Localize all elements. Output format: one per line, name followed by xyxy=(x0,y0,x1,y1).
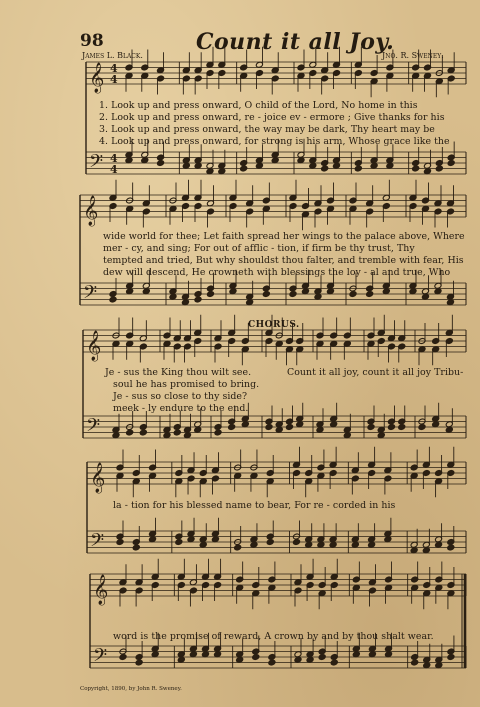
note-head xyxy=(367,424,375,431)
verse-1-line-3: Je - sus the King thou wilt see. xyxy=(105,367,252,378)
bass-clef: 𝄢 xyxy=(83,282,98,308)
note-head xyxy=(447,544,455,551)
bass-clef: 𝄢 xyxy=(93,645,108,671)
page-number: 98 xyxy=(80,31,104,51)
note-head xyxy=(293,539,301,546)
note-head xyxy=(116,539,124,546)
treble-clef: 𝄞 xyxy=(83,196,99,226)
note-head xyxy=(175,539,183,546)
note-head xyxy=(265,424,273,431)
time-signature: 4 xyxy=(110,73,118,86)
note-head xyxy=(132,544,140,551)
note-head xyxy=(411,659,419,666)
note-head xyxy=(330,659,338,666)
verse-2-line-3: soul he has promised to bring. xyxy=(113,379,260,390)
note-head xyxy=(126,429,134,436)
note-head xyxy=(398,424,406,431)
note-head xyxy=(435,165,443,172)
note-head xyxy=(139,429,147,436)
time-signature: 4 xyxy=(110,62,118,75)
note-head xyxy=(268,659,276,666)
note-head xyxy=(262,291,270,298)
treble-clef: 𝄞 xyxy=(89,63,105,93)
chorus-label: CHORUS. xyxy=(248,320,300,330)
verse-3-line-3: Je - sus so close to thy side? xyxy=(113,391,248,402)
verse-3-line-1: 3. Look up and press onward, the way may be dark, Thy heart may be xyxy=(99,124,435,135)
note-head xyxy=(252,654,260,661)
chorus-line-3: word is the promise of reward, A crown by and by thou shalt wear. xyxy=(113,631,434,642)
note-head xyxy=(321,165,329,172)
note-head xyxy=(447,160,455,167)
note-head xyxy=(418,424,426,431)
note-head xyxy=(119,654,127,661)
treble-clef: 𝄞 xyxy=(86,331,102,361)
verse-1-line-1: 1. Look up and press onward, O child of the Lord, No home in this xyxy=(99,100,418,111)
treble-clef: 𝄞 xyxy=(90,463,106,493)
note-head xyxy=(194,296,202,303)
note-head xyxy=(214,429,222,436)
note-head xyxy=(349,291,357,298)
note-head xyxy=(234,544,242,551)
note-head xyxy=(135,659,143,666)
verse-4-line-3: meek - ly endure to the end. xyxy=(113,403,249,414)
verse-2-line-2: mer - cy, and sing; For out of afflic - tion, if firm be thy trust, Thy xyxy=(103,243,415,254)
verse-2-line-1: 2. Look up and press onward, re - joice ev - ermore ; Give thanks for his xyxy=(99,112,445,123)
verse-3-line-2: tempted and tried, But why shouldst thou falter, and tremble with fear, His xyxy=(103,255,464,266)
bass-clef: 𝄢 xyxy=(90,530,105,556)
note-head xyxy=(412,165,420,172)
chorus-line-2: la - tion for his blessed name to bear, For re - corded in his xyxy=(113,500,396,511)
note-head xyxy=(157,160,165,167)
note-head xyxy=(318,654,326,661)
bass-clef: 𝄢 xyxy=(89,151,104,177)
verse-4-line-2: dew will descend, He crowneth with blessings the loy - al and true, Who xyxy=(103,267,451,278)
note-head xyxy=(173,429,181,436)
note-head xyxy=(447,654,455,661)
copyright-notice: Copyright, 1890, by John R. Sweney. xyxy=(80,686,182,692)
note-head xyxy=(207,291,215,298)
note-head xyxy=(109,296,117,303)
time-signature: 4 xyxy=(110,152,118,165)
composer-credit: Jno. R. Sweney. xyxy=(382,51,444,60)
bass-clef: 𝄢 xyxy=(86,415,101,441)
note-head xyxy=(240,165,248,172)
lyricist-credit: James L. Black. xyxy=(82,51,143,60)
hymn-title: Count it all Joy. xyxy=(196,29,395,55)
note-head xyxy=(289,291,297,298)
note-head xyxy=(388,424,396,431)
note-head xyxy=(354,165,362,172)
verse-4-line-1: 4. Look up and press onward, for strong is his arm, Whose grace like the xyxy=(99,136,450,147)
verse-1-line-2: wide world for thee; Let faith spread her wings to the palace above, Where xyxy=(103,231,465,242)
treble-clef: 𝄞 xyxy=(93,575,109,605)
note-head xyxy=(266,539,274,546)
note-head xyxy=(286,424,294,431)
chorus-line-1: Count it all joy, count it all joy Tribu- xyxy=(287,367,464,378)
note-head xyxy=(228,424,236,431)
time-signature: 4 xyxy=(110,163,118,176)
note-head xyxy=(366,291,374,298)
